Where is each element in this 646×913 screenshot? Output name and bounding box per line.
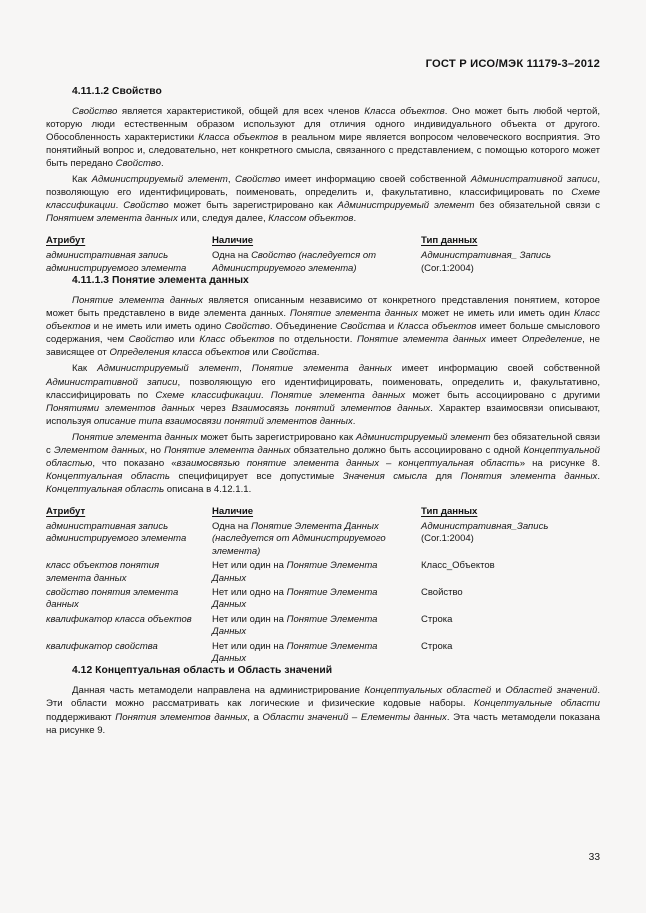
column-header-occurrence: Наличие [212,505,254,517]
cell-attribute: квалификатор свойства [46,640,158,652]
term: Понятие элемента данных [289,308,418,320]
text: . Объединение [269,321,341,333]
term: Свойство (наследуется от Администрируемого элемента) [212,250,377,274]
paragraph-4-12-1 [46,684,600,736]
attribute-table-property [46,235,600,275]
text: и [491,685,506,697]
text: . [353,213,357,225]
text: . [260,389,271,401]
term: Понятия элемента данных [460,470,598,482]
cell-occurrence [212,558,421,585]
term: описание типа взаимосвязи понятий элементов данных [93,415,353,427]
text: . Эти области можно рассматривать как логические и физические кодовые наборы. [46,685,600,710]
term: Класс объектов [199,334,275,346]
term: Свойство [115,158,161,170]
text: без обязательной связи с [474,200,601,212]
text: , позволяющую его идентифицировать, поименовать, определить и, факультативно, классифицировать по [46,376,601,401]
text: Данная часть метамодели направлена на администрирование [72,685,365,697]
heading-4-11-1-2: 4.11.1.2 Свойство [72,86,162,97]
text: имеет информацию своей собственной [280,174,471,186]
term: Элементом данных [53,444,145,456]
paragraph-4-11-1-3-2 [46,362,600,427]
term: Понятие элемента данных [251,363,392,375]
term: Понятие элемента данных [72,295,203,307]
text: , но [144,444,165,456]
text: через [194,402,232,414]
text: описана в 4.12.1.1. [164,483,252,495]
term: Понятие Элемента Данных [212,560,378,584]
term: Определения класса объектов [109,347,250,359]
paragraph-4-11-1-3-1 [46,294,600,359]
text: или [173,334,200,346]
cell-occurrence [212,247,421,275]
text: может быть зарегистрировано как [168,200,338,212]
term: Административная_Запись [421,520,549,532]
cell-attribute: квалификатор класса объектов [46,613,192,625]
term: Свойство [72,106,118,117]
term: Классом объектов [268,213,354,225]
text: и [385,321,398,333]
term: Концептуальной областью [46,444,600,469]
term: Администрируемый элемент [97,363,240,375]
text: , что показано « [92,457,177,469]
text: является характеристикой, общей для всех членов [117,106,365,117]
cell-attribute: класс объектов понятия элемента данных [46,560,160,584]
term: Административной записи [46,376,178,388]
text: Как [72,363,98,375]
term: Понятие элемента данных [270,389,406,401]
term: Концептуальные области [473,698,600,710]
table-row [46,247,600,275]
term: Административной записи [470,174,598,186]
term: Класса объектов [397,321,477,333]
term: Свойства [340,321,386,333]
paragraph-4-11-1-3-3 [46,431,600,496]
term: Понятия элементов данных [115,711,248,723]
text: поддерживают [46,711,116,723]
text: Нет или одно на [212,586,287,598]
cell-occurrence [212,612,421,639]
table-header-row [46,235,600,247]
term: Концептуальная область [46,483,165,495]
term: Понятием элемента данных [46,213,178,225]
table-header-row [46,506,600,518]
text: Одна на [212,250,252,262]
column-header-datatype: Тип данных [421,235,478,247]
cell-occurrence [212,585,421,612]
text: имеет информацию своей собственной [391,363,600,375]
term: Определение [521,334,583,346]
term: Областей значений [505,685,598,697]
cell-datatype [421,247,600,275]
text: . [352,415,356,427]
text: . [597,470,601,482]
text: (Cor.1:2004) [421,533,474,545]
term: Области значений [262,711,349,723]
cell-attribute: административная запись администрируемого элемента [46,250,187,274]
page-content [46,86,600,737]
table-row [46,518,600,558]
cell-datatype: Класс_Объектов [421,560,495,572]
term: Понятие элемента данных [356,334,487,346]
text: может не иметь или иметь один [417,308,574,320]
column-header-occurrence: Наличие [212,235,254,247]
term: Свойства [271,347,317,359]
heading-4-12: 4.12 Концептуальная область и Область значений [72,665,333,677]
term: Понятие Элемента Данных [212,613,378,638]
text: . Характер взаимосвязи описывают, используя [46,402,600,427]
table-row [46,585,600,612]
text: . Оно может быть любой чертой, которую люди естественным образом используют для отличия одного индивидуального объекта от другого. Обособленность характеристики [46,106,600,144]
term: Свойство [123,200,169,212]
paragraph-4-11-1-2-1 [46,105,600,170]
text: является описанным независимо от конкретного представления понятием, которое может быть представлено в виде элемента данных. [46,295,601,320]
cell-datatype: Строка [421,613,453,625]
term: Концептуальная область [46,470,170,482]
text: для [427,470,461,482]
cell-attribute: административная запись администрируемого элемента [46,520,187,545]
text: , не зависящее от [46,334,601,359]
column-header-datatype: Тип данных [421,505,478,517]
text: . [161,158,164,170]
text: имеет [486,334,522,346]
term: Схеме классификации [46,187,600,212]
term: Елементы данных [360,711,447,723]
text: может быть ассоциировано с другими [405,389,600,401]
term: Администрируемый элемент [337,200,475,212]
term: Взаимосвязь понятий элементов данных [231,402,431,414]
term: Концептуальных областей [364,685,492,697]
text: имеет больше смыслового содержания, чем [46,321,600,346]
text: (Cor.1:2004) [421,262,474,274]
text: . [115,200,124,212]
attribute-table-data-element-concept [46,506,600,665]
text: Одна на [212,520,252,532]
cell-occurrence [212,518,421,558]
text: Нет или один на [212,640,287,652]
text: по отдельности. [274,334,357,346]
column-header-attribute: Атрибут [46,235,86,247]
text: в реальном мире является вопросом человеческого восприятия. Это понятийный вопрос и, следовательно, нет конкретного смысла, связанного с представлением, с помощью которого может быть передано [46,132,601,170]
cell-datatype [421,518,600,558]
term: Администрируемый элемент [355,431,491,443]
term: Свойство [128,334,174,346]
text: Нет или один на [212,560,287,572]
text: , позволяющую его идентифицировать, поименовать, определить и, факультативно, классифицировать по [46,174,600,199]
term: Свойство [235,174,281,186]
term: Административная_ Запись [421,250,551,262]
text: может быть зарегистрировано как [197,431,356,443]
page-number: 33 [588,852,600,863]
text: Нет или один на [212,613,287,625]
text: Как [72,174,92,186]
term: Администрируемый элемент [91,174,228,186]
text: » на рисунке 8. [519,457,601,469]
cell-datatype: Строка [421,640,453,652]
text: . Эта часть метамодели показана на рисунке 9. [46,711,601,736]
text: и не иметь или иметь одино [90,321,225,333]
text: . [316,347,320,359]
text: или [249,347,272,359]
cell-occurrence [212,639,421,666]
term: Свойство [224,321,270,333]
column-header-attribute: Атрибут [46,505,86,517]
table-row [46,612,600,639]
term: Класса объектов [364,106,445,117]
text: специфицирует все допустимые [169,470,343,482]
term: Понятие Элемента Данных (наследуется от Администрируемого элемента) [212,520,386,557]
table-row [46,639,600,666]
paragraph-4-11-1-2-2 [46,173,600,225]
term: Класс объектов [46,308,600,333]
heading-4-11-1-3: 4.11.1.3 Понятие элемента данных [72,275,249,287]
term: Значения смысла [342,470,428,482]
term: Класса объектов [198,132,279,144]
term: Понятиями элементов данных [46,402,195,414]
term: Понятие элемента данных [72,431,198,443]
text: без обязательной связи с [46,431,601,456]
term: Понятие Элемента Данных [212,586,378,611]
cell-datatype: Свойство [421,586,463,598]
cell-attribute: свойство понятия элемента данных [46,586,179,611]
text: , [239,363,252,375]
table-row [46,558,600,585]
term: Понятие Элемента Данных [212,640,378,664]
term: Понятие элемента данных [164,444,291,456]
text: обязательно должно быть ассоциировано с одной [290,444,524,456]
text: , [227,174,236,186]
term: взаимосвязью понятие элемента данных – концептуальная область [176,457,520,469]
page-header: ГОСТ Р ИСО/МЭК 11179-3–2012 [425,58,600,70]
text: – [348,711,361,723]
text: , а [247,711,263,723]
term: Схеме классификации [155,389,261,401]
text: или, следуя далее, [177,213,269,225]
